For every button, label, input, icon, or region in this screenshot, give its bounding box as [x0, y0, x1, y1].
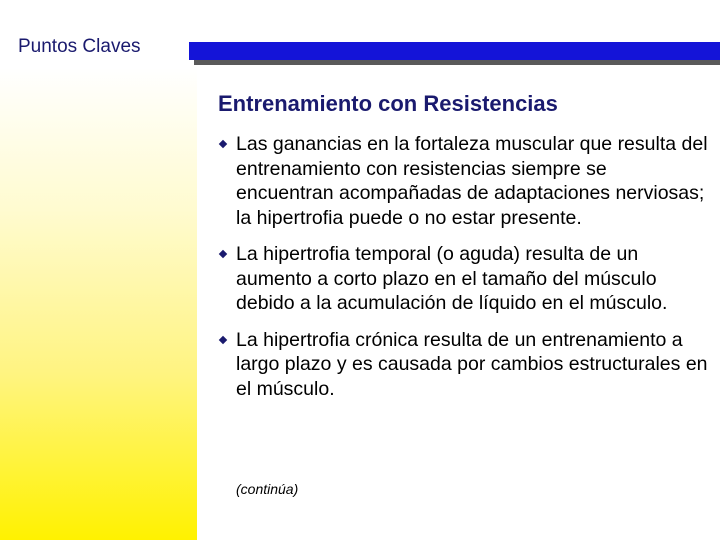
section-label: Puntos Claves — [18, 36, 141, 57]
yellow-gradient-band — [0, 68, 197, 540]
bullet-item — [218, 132, 708, 230]
bullet-text: La hipertrofia crónica resulta de un entrenamiento a largo plazo y es causada por cambios estructurales en el músculo. — [236, 328, 708, 400]
bullet-list — [218, 132, 708, 401]
bullet-item — [218, 328, 708, 402]
diamond-bullet-icon — [219, 250, 227, 258]
continue-note: (continúa) — [236, 481, 299, 497]
bullet-text: La hipertrofia temporal (o aguda) resulta de un aumento a corto plazo en el tamaño del músculo debido a la acumulación de líquido en el músculo. — [236, 243, 668, 314]
slide-title: Entrenamiento con Resistencias — [218, 91, 558, 116]
diamond-bullet-icon — [219, 335, 227, 343]
bullet-text: Las ganancias en la fortaleza muscular que resulta del entrenamiento con resistencias siempre se encuentran acompañadas de adaptaciones nerviosas; la hipertrofia puede o no estar presente. — [236, 133, 708, 229]
header-bar — [189, 42, 720, 60]
bullet-item — [218, 242, 708, 316]
diamond-bullet-icon — [219, 140, 227, 148]
